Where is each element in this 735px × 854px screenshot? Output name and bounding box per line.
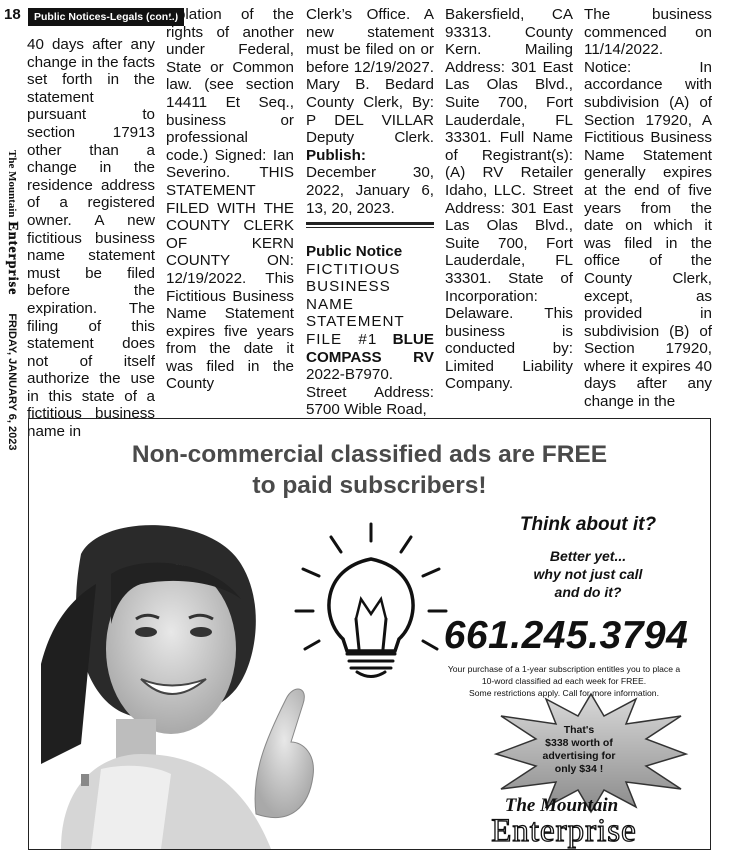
starburst-line-1: That's xyxy=(563,724,595,736)
column-1 xyxy=(27,36,155,441)
ad-fine-print-line-1: Your purchase of a 1-year subscription entitles you to place a xyxy=(447,664,681,674)
ad-headline xyxy=(29,439,710,501)
column-3-top xyxy=(306,6,434,218)
notice-divider xyxy=(306,222,434,225)
notice-text: 2022-B7970. Street Address: 5700 Wible Road, xyxy=(306,366,434,419)
starburst-line-4: only $34 ! xyxy=(554,763,604,775)
ad-call-line-3: and do it? xyxy=(554,584,622,600)
ad-fine-print-line-3: Some restrictions apply. Call for more information. xyxy=(469,688,659,698)
starburst-text xyxy=(519,724,639,776)
logo-name: Enterprise xyxy=(491,813,637,849)
ad-phone-number: 661.245.3794 xyxy=(443,614,689,657)
column-4 xyxy=(445,6,573,416)
notice-title: Public Notice xyxy=(306,243,403,260)
woman-pointing-photo xyxy=(41,514,331,849)
column-5 xyxy=(584,6,712,416)
column-1-text: 40 days after any change in the facts set forth in the statement pursuant to section 17913 other than a change in the residence address of a registered owner. A new fictitious business name statement must be filed before the expiration. The filing of this statement does not of itself authorize the use in this state of a fictitious business name in xyxy=(27,36,155,441)
notice-subtitle: FICTITIOUS BUSINESS NAME STATEMENT FILE #1 xyxy=(306,260,405,348)
column-3-notice xyxy=(306,243,434,418)
publish-label: Publish: xyxy=(306,146,366,164)
lightbulb-icon xyxy=(291,519,451,684)
starburst-line-2: $338 worth of xyxy=(545,737,613,749)
ad-call-line-1: Better yet... xyxy=(549,548,627,564)
column-3-text: Clerk’s Office. A new statement must be filed on or before 12/19/2027. Mary B. Bedard County Clerk, By: P DEL VILLAR Deputy Clerk. xyxy=(306,6,434,147)
ad-fine-print-line-2: 10-word classified ad each week for FREE. xyxy=(481,676,647,686)
logo-prefix: The Mountain xyxy=(504,795,619,816)
sidebar-prefix: The Mountain xyxy=(6,150,18,218)
ad-call-prompt xyxy=(473,547,703,601)
ad-headline-line-2: to paid subscribers! xyxy=(252,472,487,499)
page-number: 18 xyxy=(4,6,21,23)
column-2-text: violation of the rights of another under Federal, State or Common law. (see section 14411 Et Seq., business or professional code.) Signed: Ian Severino. THIS STATEMENT FILED WITH THE COUNTY CLERK OF KERN COUNTY ON: 12/19/2022. This Fictitious Business Name Statement expires five years from the date it was filed in the County xyxy=(166,6,294,393)
section-label: Public Notices-Legals (cont.) xyxy=(28,8,184,26)
business-name: BLUE COMPASS RV xyxy=(306,330,434,366)
sidebar-name: Enterprise xyxy=(5,221,20,296)
notice-divider-thin xyxy=(306,227,434,228)
sidebar-masthead xyxy=(0,150,26,451)
ad-call-line-2: why not just call xyxy=(533,566,643,582)
ad-headline-line-1: Non-commercial classified ads are FREE xyxy=(131,441,608,468)
ad-think: Think about it? xyxy=(519,514,657,535)
publish-dates: December 30, 2022, January 6, 13, 20, 2023. xyxy=(306,164,434,217)
subscriber-ad xyxy=(28,418,711,850)
column-2 xyxy=(166,6,294,416)
column-5-text: The business commenced on 11/14/2022. Notice: In accordance with subdivision (A) of Section 17920, A Fictitious Business Name Statement generally expires at the end of five years from the date on which it was filed in the office of the County Clerk, except, as provided in subdivision (B) of Section 17920, where it expires 40 days after any change in the xyxy=(584,6,712,411)
starburst-line-3: advertising for xyxy=(542,750,616,762)
sidebar-date: FRIDAY, JANUARY 6, 2023 xyxy=(6,313,18,451)
column-4-text: Bakersfield, CA 93313. County Kern. Mailing Address: 301 East Las Olas Blvd., Suite 700, Fort Lauderdale, FL 33301. Full Name of Registrant(s): (A) RV Retailer Idaho, LLC. Street Address: 301 East Las Olas Blvd., Suite 700, Fort Lauderdale, FL 33301. State of Incorporation: Delaware. This business is conducted by: Limited Liability Company. xyxy=(445,6,573,393)
